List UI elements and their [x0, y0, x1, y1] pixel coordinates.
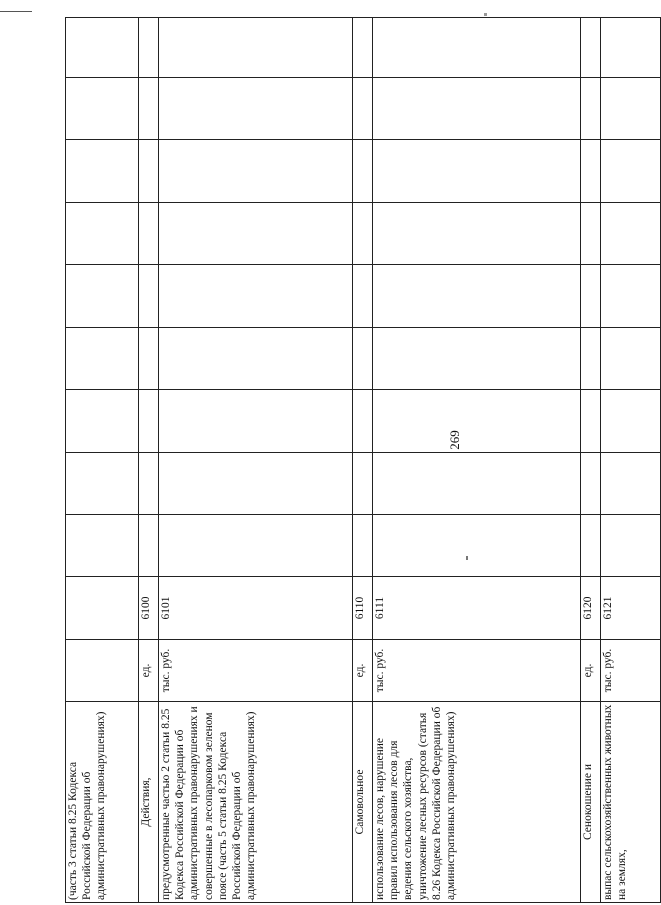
- row-unit: тыс. руб.: [601, 640, 661, 702]
- value-cell: [66, 390, 139, 453]
- value-cell: [66, 328, 139, 390]
- value-cell: [66, 18, 139, 78]
- value-cell: [581, 140, 601, 203]
- value-cell: [601, 328, 661, 390]
- value-cell: [353, 265, 373, 328]
- value-cell: [353, 203, 373, 265]
- row-description: (часть 3 статьи 8.25 Кодекса Российской Федерации об административных правонарушениях): [66, 702, 139, 903]
- value-cell: [353, 328, 373, 390]
- table-row: [581, 18, 601, 903]
- value-cell: [581, 78, 601, 140]
- row-description: предусмотренные частью 2 статьи 8.25 Кодекса Российской Федерации об административных правонарушениях и совершенные в лесопарковом зеленом поясе (часть 5 статьи 8.25 Кодекса Российской Федерации об административных правонарушениях): [159, 702, 353, 903]
- row-unit: тыс. руб.: [373, 640, 581, 702]
- value-cell: [373, 140, 581, 203]
- table-row: [601, 18, 661, 903]
- value-cell: [601, 78, 661, 140]
- value-cell: [66, 203, 139, 265]
- table-row: [66, 18, 139, 903]
- value-cell: [159, 265, 353, 328]
- page-number: 269: [447, 430, 462, 450]
- table-row: [353, 18, 373, 903]
- value-cell: [66, 265, 139, 328]
- row-code: 6101: [159, 577, 353, 640]
- value-cell: [353, 78, 373, 140]
- value-cell: [139, 453, 159, 515]
- row-unit: ед.: [353, 640, 373, 702]
- value-cell: [353, 453, 373, 515]
- value-cell: [66, 78, 139, 140]
- value-cell: [159, 203, 353, 265]
- value-cell: [581, 515, 601, 577]
- row-code: [66, 577, 139, 640]
- value-cell: [601, 140, 661, 203]
- value-cell: [373, 515, 581, 577]
- value-cell: [159, 18, 353, 78]
- value-cell: [373, 453, 581, 515]
- row-code: 6110: [353, 577, 373, 640]
- value-cell: [66, 453, 139, 515]
- value-cell: [159, 140, 353, 203]
- value-cell: [353, 18, 373, 78]
- value-cell: [159, 453, 353, 515]
- value-cell: [581, 390, 601, 453]
- value-cell: [139, 265, 159, 328]
- value-cell: [159, 515, 353, 577]
- value-cell: [139, 78, 159, 140]
- value-cell: [601, 203, 661, 265]
- row-description: Сенокошение и: [582, 764, 594, 840]
- row-description: использование лесов, нарушение правил использования лесов для ведения сельского хозяйства, уничтожение лесных ресурсов (статья 8.26 Кодекса Российской Федерации об административных правонарушениях): [373, 702, 581, 903]
- value-cell: [581, 18, 601, 78]
- row-description: Самовольное: [354, 769, 366, 835]
- value-cell: [139, 515, 159, 577]
- row-unit: ед.: [139, 640, 159, 702]
- table-row: [159, 18, 353, 903]
- value-cell: [373, 203, 581, 265]
- value-cell: [353, 390, 373, 453]
- value-cell: [373, 78, 581, 140]
- value-cell: [373, 390, 581, 453]
- value-cell: [66, 140, 139, 203]
- value-cell: [139, 203, 159, 265]
- value-cell: [581, 328, 601, 390]
- row-code: 6100: [139, 577, 159, 640]
- table-row: [139, 18, 159, 903]
- row-description: Действия,: [140, 777, 152, 827]
- row-code: 6111: [373, 577, 581, 640]
- value-cell: [139, 18, 159, 78]
- value-cell: [601, 453, 661, 515]
- row-unit: [66, 640, 139, 702]
- value-cell: [373, 18, 581, 78]
- row-code: 6121: [601, 577, 661, 640]
- value-cell: [601, 265, 661, 328]
- scan-edge-line: [0, 11, 32, 12]
- value-cell: [139, 390, 159, 453]
- value-cell: [581, 203, 601, 265]
- table-row: [373, 18, 581, 903]
- value-cell: [373, 265, 581, 328]
- value-cell: [139, 140, 159, 203]
- value-cell: [159, 328, 353, 390]
- value-cell: [601, 515, 661, 577]
- value-cell: [159, 390, 353, 453]
- value-cell: [601, 18, 661, 78]
- scan-mark: [484, 13, 487, 16]
- value-cell: [66, 515, 139, 577]
- row-unit: ед.: [581, 640, 601, 702]
- value-cell: [353, 140, 373, 203]
- value-cell: [139, 328, 159, 390]
- row-description: выпас сельскохозяйственных животных на землях,: [601, 702, 661, 903]
- value-cell: [581, 265, 601, 328]
- statistics-table: [65, 17, 661, 903]
- value-cell: [581, 453, 601, 515]
- value-cell: [601, 390, 661, 453]
- row-unit: тыс. руб.: [159, 640, 353, 702]
- value-cell: [159, 78, 353, 140]
- value-cell: [373, 328, 581, 390]
- row-code: 6120: [581, 577, 601, 640]
- value-cell: [353, 515, 373, 577]
